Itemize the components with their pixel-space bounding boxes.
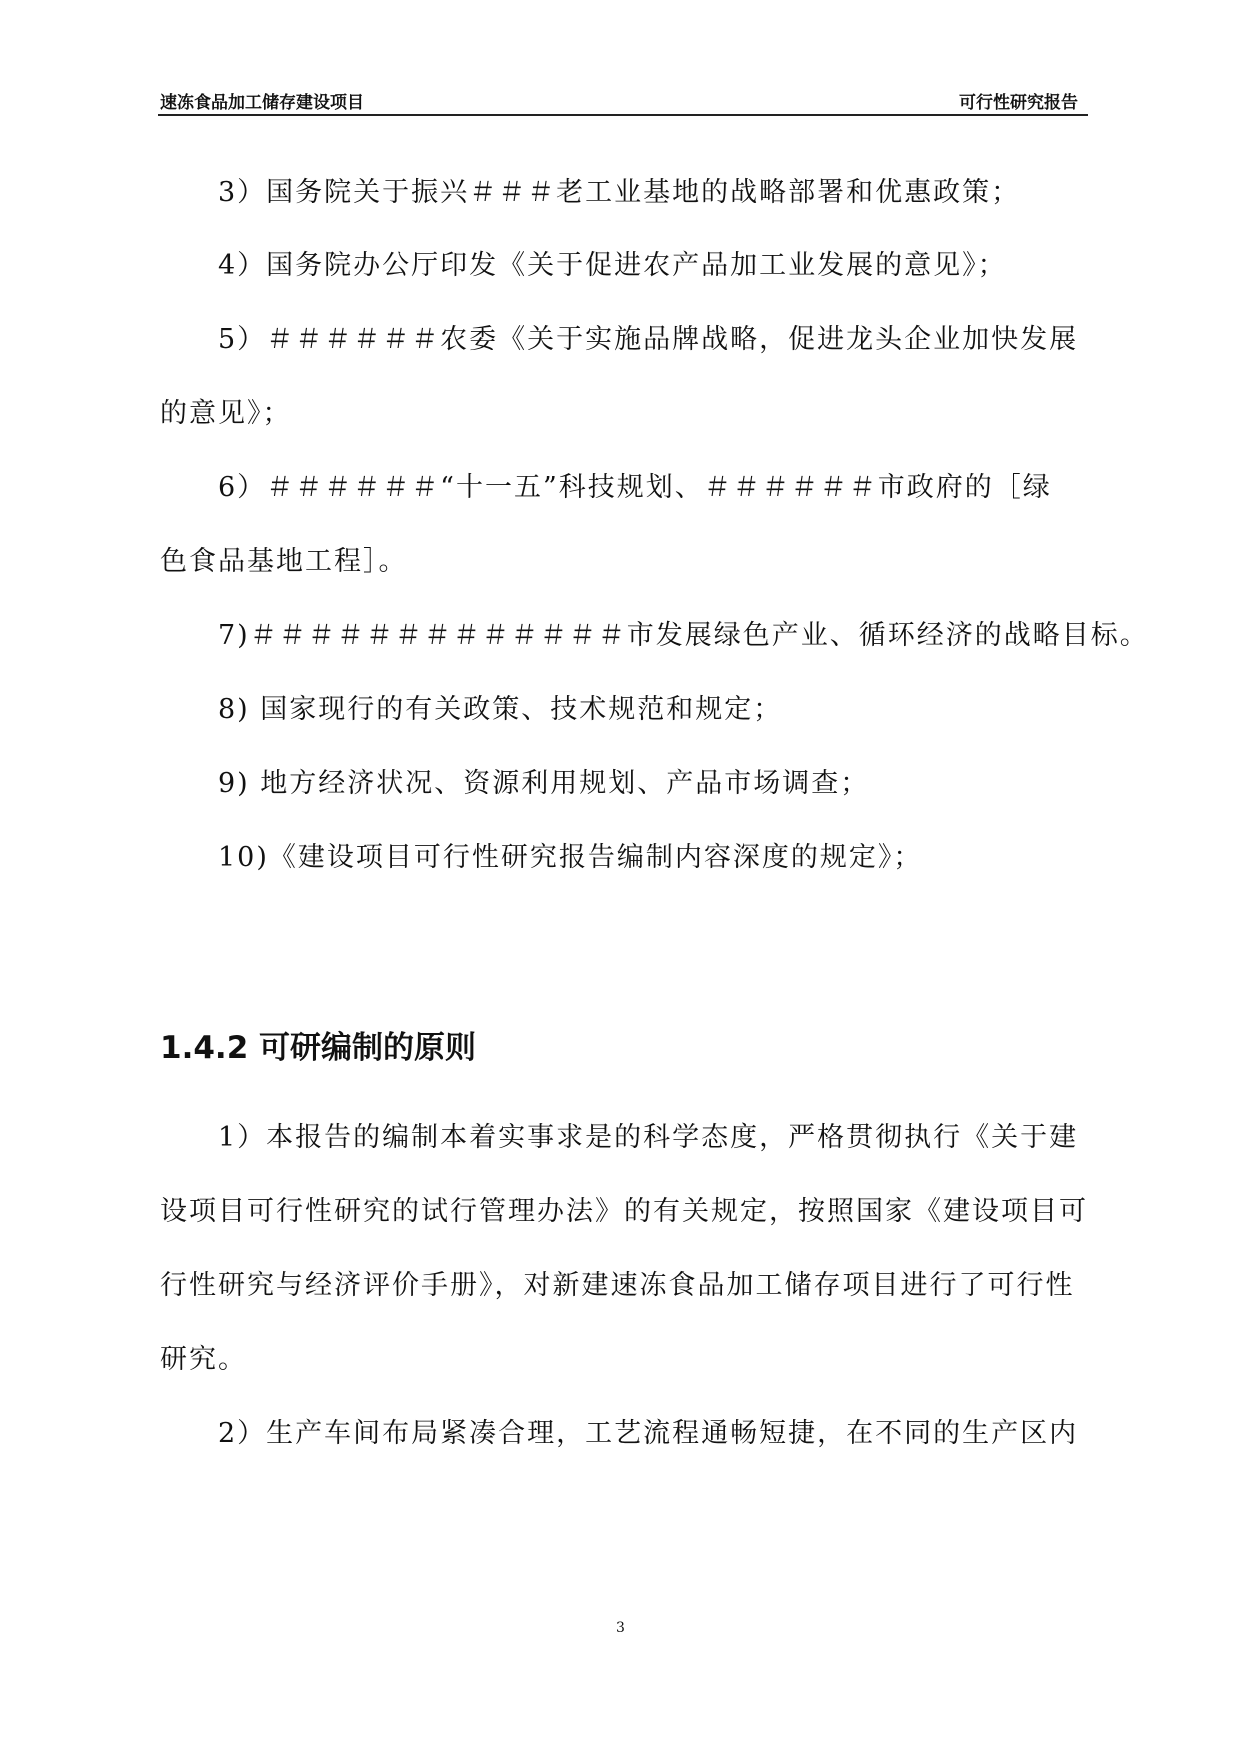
page-header xyxy=(158,84,1088,116)
paragraph-line: 研究。 xyxy=(160,1344,247,1375)
paragraph-line: 行性研究与经济评价手册》，对新建速冻食品加工储存项目进行了可行性 xyxy=(160,1270,1075,1301)
paragraph-line: 的意见》； xyxy=(160,398,292,429)
page-number: 3 xyxy=(616,1620,625,1636)
paragraph-line: 6）＃＃＃＃＃＃“十一五”科技规划、＃＃＃＃＃＃市政府的［绿 xyxy=(160,472,1052,503)
paragraph-line: 2）生产车间布局紧凑合理，工艺流程通畅短捷，在不同的生产区内 xyxy=(160,1418,1079,1449)
paragraph-line: 3）国务院关于振兴＃＃＃老工业基地的战略部署和优惠政策； xyxy=(160,177,1021,208)
paragraph-line: 8) 国家现行的有关政策、技术规范和规定； xyxy=(160,694,783,725)
paragraph-line: 5）＃＃＃＃＃＃农委《关于实施品牌战略，促进龙头企业加快发展 xyxy=(160,324,1079,355)
paragraph-line: 1）本报告的编制本着实事求是的科学态度，严格贯彻执行《关于建 xyxy=(160,1122,1079,1153)
paragraph-line: 色食品基地工程］。 xyxy=(160,546,408,577)
paragraph-line: 10)《建设项目可行性研究报告编制内容深度的规定》； xyxy=(160,842,923,873)
header-report-type: 可行性研究报告 xyxy=(959,93,1078,113)
section-heading: 1.4.2 可研编制的原则 xyxy=(160,1030,477,1066)
paragraph-line: 设项目可行性研究的试行管理办法》的有关规定，按照国家《建设项目可 xyxy=(160,1196,1088,1227)
paragraph-line: 7)＃＃＃＃＃＃＃＃＃＃＃＃＃市发展绿色产业、循环经济的战略目标。 xyxy=(160,620,1149,651)
paragraph-line: 9) 地方经济状况、资源利用规划、产品市场调查； xyxy=(160,768,870,799)
header-project-title: 速冻食品加工储存建设项目 xyxy=(160,93,364,113)
paragraph-line: 4）国务院办公厅印发《关于促进农产品加工业发展的意见》； xyxy=(160,250,1007,281)
